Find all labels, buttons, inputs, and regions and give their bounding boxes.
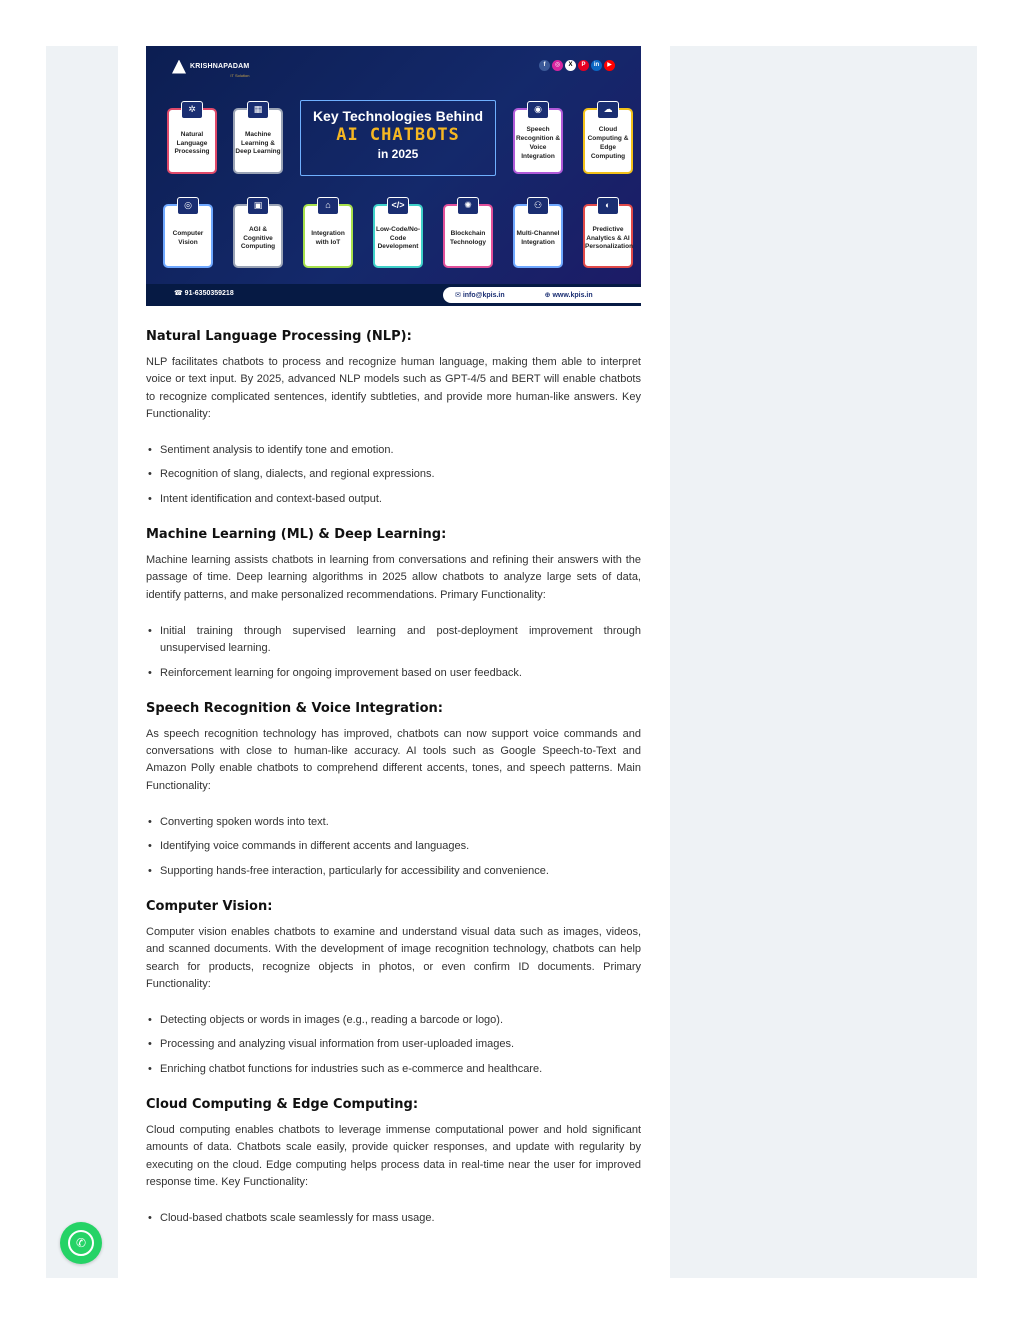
banner-title-line1: Key Technologies Behind (312, 108, 484, 124)
banner-footer (146, 284, 641, 306)
banner-website: ⊕ www.kpis.in (544, 292, 593, 299)
banner-card: ✺ Blockchain Technology (443, 204, 493, 268)
phone-icon: ☎ (174, 290, 185, 297)
list-item: • Initial training through supervised learning and post-deployment improvement through unsupervised learning. (146, 623, 641, 658)
banner-contact-pill (443, 287, 641, 303)
banner-title (300, 100, 496, 176)
list-item: • Sentiment analysis to identify tone and emotion. (146, 442, 641, 459)
blockchain-icon: ✺ (457, 197, 479, 215)
whatsapp-icon: ✆ (68, 1230, 94, 1256)
banner-image (146, 46, 641, 306)
x-icon[interactable]: X (565, 60, 576, 71)
cloud-icon: ☁ (597, 101, 619, 119)
section-heading: Cloud Computing & Edge Computing: (146, 1097, 419, 1113)
speech-icon: ◉ (527, 101, 549, 119)
banner-card: ▣ AGI & Cognitive Computing (233, 204, 283, 268)
section-body: Cloud computing enables chatbots to leverage immense computational power and hold significant amounts of data. Chatbots scale easily, provide quicker responses, and update with regularity by executing on the cloud. Edge computing helps process data in real-time near the user for improved response time. Key Functionality: (146, 1124, 641, 1188)
section-list (146, 442, 641, 508)
list-item: • Enriching chatbot functions for industries such as e-commerce and healthcare. (146, 1061, 641, 1078)
section-body: Computer vision enables chatbots to examine and understand visual data such as images, videos, and scanned documents. With the development of image recognition technology, chatbots can help search for products, recognize objects in photos, or even confirm ID documents. Primary Functionality: (146, 925, 641, 990)
banner-card: </> Low-Code/No-Code Development (373, 204, 423, 268)
section-list (146, 1012, 641, 1078)
banner-card: ◐ Predictive Analytics & AI Personalization (583, 204, 633, 268)
list-item: • Reinforcement learning for ongoing improvement based on user feedback. (146, 665, 641, 682)
robot-icon: ▣ (247, 197, 269, 215)
youtube-icon[interactable]: ▶ (604, 60, 615, 71)
banner-phone: ☎ 91-6350359218 (174, 290, 234, 297)
list-item: • Recognition of slang, dialects, and regional expressions. (146, 466, 641, 483)
banner-card: ✲ Natural Language Processing (167, 108, 217, 174)
list-item: • Supporting hands-free interaction, particularly for accessibility and convenience. (146, 863, 641, 880)
facebook-icon[interactable]: f (539, 60, 550, 71)
brand-name: KRISHNAPADAM (190, 63, 250, 70)
list-item: • Identifying voice commands in different accents and languages. (146, 838, 641, 855)
whatsapp-button[interactable] (60, 1222, 102, 1264)
banner-card: ◉ Speech Recognition & Voice Integration (513, 108, 563, 174)
brand-sub: IT Solution (230, 73, 250, 78)
section-heading: Computer Vision: (146, 898, 273, 914)
section-body: NLP facilitates chatbots to process and recognize human language, making them able to interpret voice or text input. By 2025, advanced NLP models such as GPT-4/5 and BERT will enable chatbots to recognize complicated sentences, identify subtleties, and provide more human-like answers. Key Functionality: (146, 356, 641, 420)
analytics-icon: ◐ (597, 197, 619, 215)
section-heading: Machine Learning (ML) & Deep Learning: (146, 527, 447, 543)
section-heading: Speech Recognition & Voice Integration: (146, 700, 443, 716)
banner-card: ⌂ Integration with IoT (303, 204, 353, 268)
banner-title-line3: in 2025 (377, 147, 419, 161)
chip-icon: ▦ (247, 101, 269, 119)
section-list (146, 1210, 641, 1227)
pinterest-icon[interactable]: P (578, 60, 589, 71)
banner-card: ▦ Machine Learning & Deep Learning (233, 108, 283, 174)
banner-email: ✉ info@kpis.in (455, 292, 505, 299)
globe-icon: ⊕ (544, 292, 553, 299)
list-item: • Intent identification and context-based output. (146, 491, 641, 508)
brain-icon: ✲ (181, 101, 203, 119)
brand-logo (172, 55, 249, 78)
section-heading: Natural Language Processing (NLP): (146, 329, 412, 344)
logo-icon (172, 60, 186, 74)
banner-title-line2: AI CHATBOTS (336, 125, 460, 145)
iot-icon: ⌂ (317, 197, 339, 215)
list-item: • Cloud-based chatbots scale seamlessly for mass usage. (146, 1210, 641, 1227)
list-item: • Detecting objects or words in images (e.g., reading a barcode or logo). (146, 1012, 641, 1029)
section-body: As speech recognition technology has improved, chatbots can now support voice commands and conversations with close to human-like accuracy. AI tools such as Google Speech-to-Text and Amazon Polly enable chatbots to comprehend different accents, tones, and speech patterns. Main Functionality: (146, 727, 641, 792)
network-icon: ⚇ (527, 197, 549, 215)
banner-card: ☁ Cloud Computing & Edge Computing (583, 108, 633, 174)
list-item: • Converting spoken words into text. (146, 814, 641, 831)
instagram-icon[interactable]: ◎ (552, 60, 563, 71)
email-icon: ✉ (455, 292, 463, 299)
linkedin-icon[interactable]: in (591, 60, 602, 71)
banner-card: ⚇ Multi-Channel Integration (513, 204, 563, 268)
code-icon: </> (387, 197, 409, 215)
section-list (146, 623, 641, 682)
eye-icon: ◎ (177, 197, 199, 215)
section-list (146, 814, 641, 880)
section-body: Machine learning assists chatbots in learning from conversations and refining their answers with the passage of time. Deep learning algorithms in 2025 allow chatbots to analyze large sets of data, identify patterns, and make personalized recommendations. Primary Functionality: (146, 554, 641, 601)
social-icons (539, 60, 615, 71)
list-item: • Processing and analyzing visual information from user-uploaded images. (146, 1036, 641, 1053)
banner-card: ◎ Computer Vision (163, 204, 213, 268)
article (146, 46, 641, 1235)
